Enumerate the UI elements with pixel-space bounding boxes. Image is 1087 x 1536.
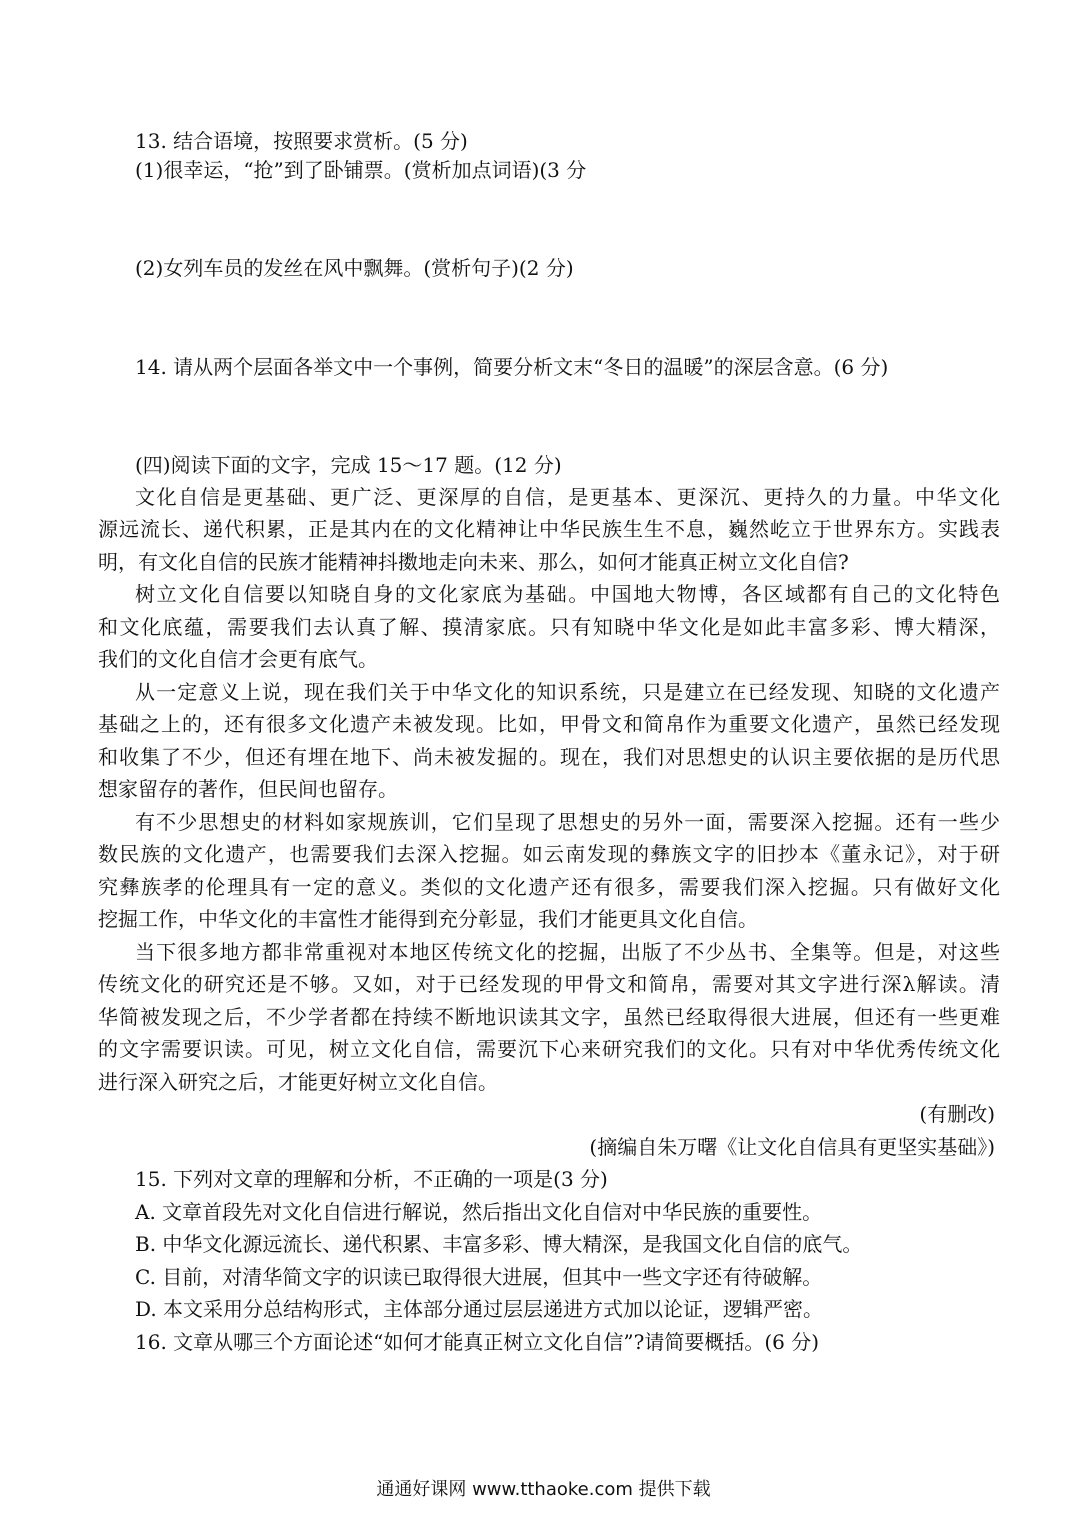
paragraph-2-line-3: 我们的文化自信才会更有底气。 [98,647,378,671]
question-14: 14. 请从两个层面各举文中一个事例，简要分析文末“冬日的温暖”的深层含意。(6 分) [135,355,889,379]
paragraph-3-line-1: 从一定意义上说，现在我们关于中华文化的知识系统，只是建立在已经发现、知晓的文化遗产 [135,680,1000,704]
section-4-heading: (四)阅读下面的文字，完成 15～17 题。(12 分) [135,453,562,477]
question-15-option-b: B. 中华文化源远流长、递代积累、丰富多彩、博大精深，是我国文化自信的底气。 [135,1232,863,1256]
paragraph-5-line-1: 当下很多地方都非常重视对本地区传统文化的挖掘，出版了不少丛书、全集等。但是，对这些 [135,940,1000,964]
source-note: (摘编自朱万曙《让文化自信具有更坚实基础》) [589,1135,995,1159]
paragraph-4-line-4: 挖掘工作，中华文化的丰富性才能得到充分彰显，我们才能更具文化自信。 [98,907,758,931]
question-13: 13. 结合语境，按照要求赏析。(5 分) [135,129,468,153]
paragraph-5-line-4: 的文字需要识读。可见，树立文化自信，需要沉下心来研究我们的文化。只有对中华优秀传统文化 [98,1037,1000,1061]
paragraph-1-line-1: 文化自信是更基础、更广泛、更深厚的自信，是更基本、更深沉、更持久的力量。中华文化 [135,485,1000,509]
paragraph-3-line-2: 基础之上的，还有很多文化遗产未被发现。比如，甲骨文和简帛作为重要文化遗产，虽然已经发现 [98,712,1000,736]
paragraph-3-line-4: 想家留存的著作，但民间也留存。 [98,777,398,801]
paragraph-1-line-3: 明，有文化自信的民族才能精神抖擞地走向未来、那么，如何才能真正树立文化自信? [98,550,849,574]
question-13-part-1: (1)很幸运，“抢”到了卧铺票。(赏析加点词语)(3 分 [135,158,587,182]
edit-note: (有删改) [919,1102,995,1126]
question-16: 16. 文章从哪三个方面论述“如何才能真正树立文化自信”?请简要概括。(6 分) [135,1330,820,1354]
paragraph-5-line-2: 传统文化的研究还是不够。又如，对于已经发现的甲骨文和简帛，需要对其文字进行深λ解读。清 [98,972,1000,996]
question-15-option-c: C. 目前，对清华简文字的识读已取得很大进展，但其中一些文字还有待破解。 [135,1265,823,1289]
paragraph-5-line-3: 华简被发现之后，不少学者都在持续不断地识读其文字，虽然已经取得很大进展，但还有一些更难 [98,1005,1000,1029]
paragraph-2-line-1: 树立文化自信要以知晓自身的文化家底为基础。中国地大物博，各区域都有自己的文化特色 [135,582,1000,606]
paragraph-4-line-2: 数民族的文化遗产，也需要我们去深入挖掘。如云南发现的彝族文字的旧抄本《董永记》，对于研 [98,842,1000,866]
question-15-option-d: D. 本文采用分总结构形式，主体部分通过层层递进方式加以论证，逻辑严密。 [135,1297,824,1321]
paragraph-2-line-2: 和文化底蕴，需要我们去认真了解、摸清家底。只有知晓中华文化是如此丰富多彩、博大精深， [98,615,1000,639]
page-footer: 通通好课网 www.tthaoke.com 提供下载 [376,1479,711,1500]
paragraph-5-line-5: 进行深入研究之后，才能更好树立文化自信。 [98,1070,498,1094]
paragraph-4-line-3: 究彝族孝的伦理具有一定的意义。类似的文化遗产还有很多，需要我们深入挖掘。只有做好文化 [98,875,1000,899]
question-15: 15. 下列对文章的理解和分析，不正确的一项是(3 分) [135,1167,608,1191]
paragraph-3-line-3: 和收集了不少，但还有埋在地下、尚未被发掘的。现在，我们对思想史的认识主要依据的是历代思 [98,745,1000,769]
question-15-option-a: A. 文章首段先对文化自信进行解说，然后指出文化自信对中华民族的重要性。 [135,1200,823,1224]
paragraph-1-line-2: 源远流长、递代积累，正是其内在的文化精神让中华民族生生不息，巍然屹立于世界东方。实践表 [98,517,1000,541]
paragraph-4-line-1: 有不少思想史的材料如家规族训，它们呈现了思想史的另外一面，需要深入挖掘。还有一些少 [135,810,1000,834]
question-13-part-2: (2)女列车员的发丝在风中飘舞。(赏析句子)(2 分) [135,256,574,280]
